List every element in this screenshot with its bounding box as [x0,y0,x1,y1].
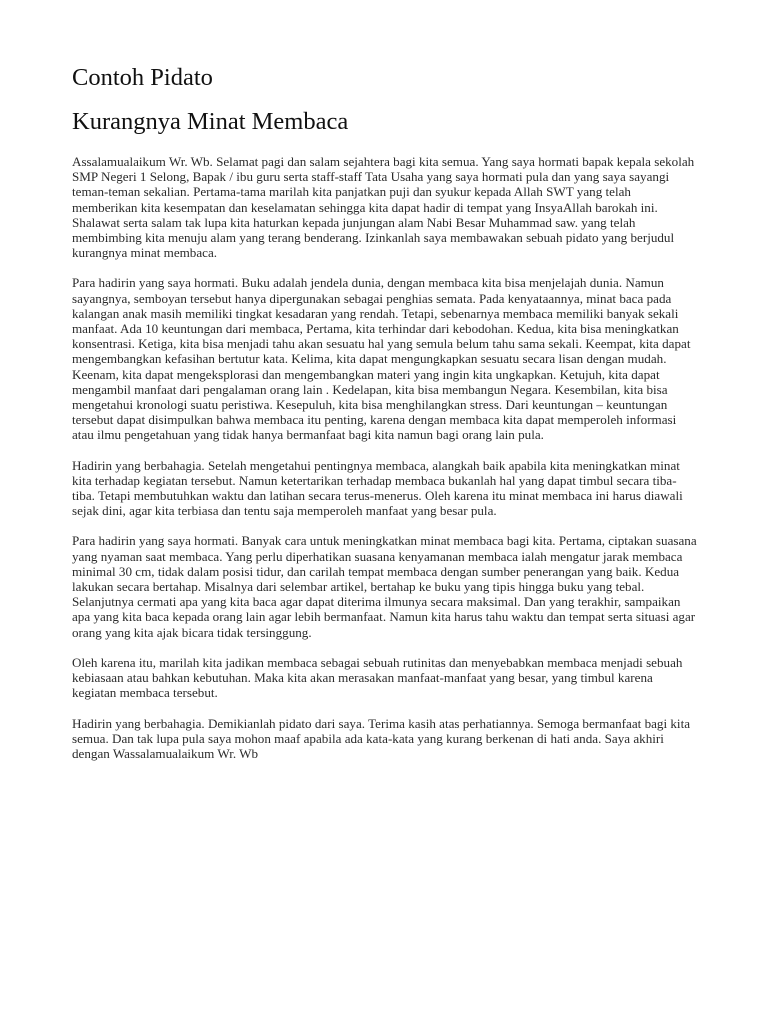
paragraph-conclusion: Oleh karena itu, marilah kita jadikan membaca sebagai sebuah rutinitas dan menyebabkan membaca menjadi sebuah kebiasaan atau bahkan kebutuhan. Maka kita akan merasakan manfaat-manfaat yang besar, yang timbul karena kegiatan membaca tersebut. [72,654,683,701]
document-page [72,62,698,776]
paragraph-closing: Hadirin yang berbahagia. Demikianlah pidato dari saya. Terima kasih atas perhatiannya. Semoga bermanfaat bagi kita semua. Dan tak lupa pula saya mohon maaf apabila ada kata-kata yang kurang berkenan di hati anda. Saya akhiri dengan Wassalamualaikum Wr. Wb [72,715,691,761]
document-subtitle: Kurangnya Minat Membaca [72,108,349,135]
paragraph-methods: Para hadirin yang saya hormati. Banyak cara untuk meningkatkan minat membaca bagi kita. Pertama, ciptakan suasana yang nyaman saat membaca. Yang perlu diperhatikan suasana kenyamanan membaca ialah mengatur jarak membaca minimal 30 cm, tidak dalam posisi tidur, dan carilah tempat membaca dengan sumber penerangan yang baik. Kedua lakukan secara bertahap. Misalnya dari selembar artikel, bertahap ke buku yang tipis hingga buku yang tebal. Selanjutnya cermati apa yang kita baca agar dapat diterima ilmunya secara maksimal. Dan yang terakhir, sampaikan apa yang kita baca kepada orang lain agar lebih bermanfaat. Namun kita harus tahu waktu dan tempat serta situasi agar orang yang kita ajak bicara tidak tersinggung. [72,533,697,640]
paragraph-interest: Hadirin yang berbahagia. Setelah mengetahui pentingnya membaca, alangkah baik apabila kita meningkatkan minat kita terhadap kegiatan tersebut. Namun ketertarikan terhadap membaca bukanlah hal yang dapat timbul secara tiba-tiba. Tetapi membutuhkan waktu dan latihan secara terus-menerus. Oleh karena itu minat membaca ini harus diawali sejak dini, agar kita terbiasa dan tentu saja memperoleh manfaat yang besar pula. [72,457,683,519]
paragraph-benefits: Para hadirin yang saya hormati. Buku adalah jendela dunia, dengan membaca kita bisa menjelajah dunia. Namun sayangnya, semboyan tersebut hanya dipergunakan sebagai penghias semata. Pada kenyataannya, minat baca pada kalangan anak masih memiliki tingkat kesadaran yang rendah. Tetapi, sebenarnya membaca memiliki banyak sekali manfaat. Ada 10 keuntungan dari membaca, Pertama, kita terhindar dari kebodohan. Kedua, kita bisa meningkatkan konsentrasi. Ketiga, kita bisa menjadi tahu akan sesuatu hal yang semula belum tahu sama sekali. Keempat, kita dapat mengembangkan kefasihan bertutur kata. Kelima, kita dapat mengungkapkan sesuatu secara lisan dengan mudah. Keenam, kita dapat mengeksplorasi dan mengembangkan materi yang ingin kita ungkapkan. Ketujuh, kita dapat mengambil manfaat dari pengalaman orang lain . Kedelapan, kita bisa membangun Negara. Kesembilan, kita bisa mengetahui kronologi suatu peristiwa. Kesepuluh, kita bisa menghilangkan stress. Dari keuntungan – keuntungan tersebut dapat disimpulkan bahwa membaca itu penting, karena dengan membaca kita dapat memperoleh informasi atau ilmu pengetahuan yang tidak hanya bermanfaat bagi kita namun bagi orang lain pula. [72,275,691,443]
paragraph-opening: Assalamualaikum Wr. Wb. Selamat pagi dan salam sejahtera bagi kita semua. Yang saya hormati bapak kepala sekolah SMP Negeri 1 Selong, Bapak / ibu guru serta staff-staff Tata Usaha yang saya hormati pula dan yang saya sayangi teman-teman sekalian. Pertama-tama marilah kita panjatkan puji dan syukur kepada Allah SWT yang telah memberikan kita kesempatan dan keselamatan sehingga kita dapat hadir di tempat yang InsyaAllah barokah ini. Shalawat serta salam tak lupa kita haturkan kepada junjungan alam Nabi Besar Muhammad saw. yang telah membimbing kita menuju alam yang terang benderang. Izinkanlah saya membawakan sebuah pidato yang berjudul kurangnya minat membaca. [72,154,695,261]
document-title: Contoh Pidato [72,64,213,91]
